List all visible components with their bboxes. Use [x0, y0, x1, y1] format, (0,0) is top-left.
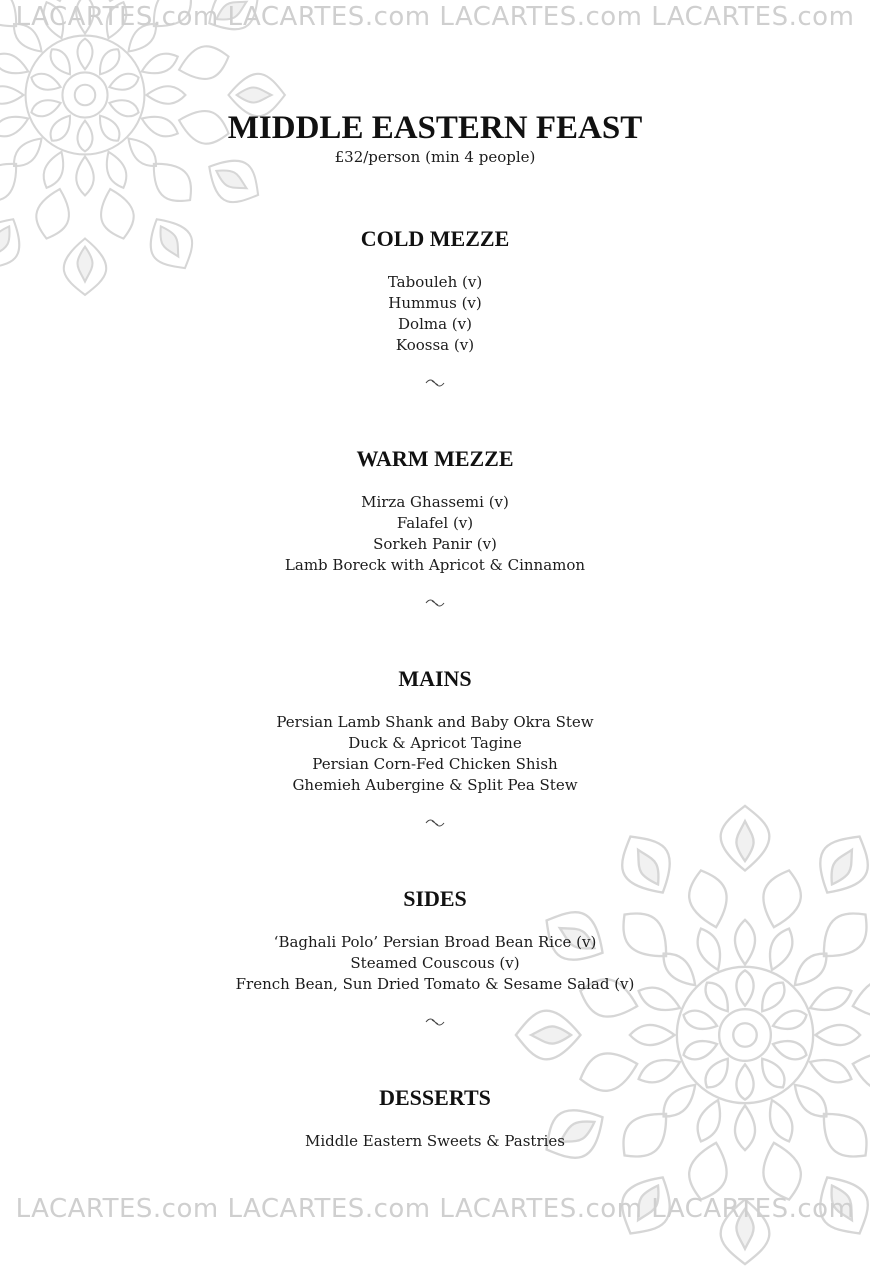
- section-mains: [0, 666, 870, 832]
- watermark-top: LACARTES.com LACARTES.com LACARTES.com LACARTES.com: [15, 2, 855, 32]
- section-title: SIDES: [403, 886, 467, 911]
- flourish-icon: [425, 1017, 445, 1027]
- menu-item: ‘Baghali Polo’ Persian Broad Bean Rice (v): [273, 933, 597, 951]
- item-list: [0, 492, 870, 576]
- section-title: WARM MEZZE: [356, 446, 514, 471]
- section-title: COLD MEZZE: [360, 226, 510, 251]
- menu-sections: [0, 226, 870, 1152]
- menu-item: Lamb Boreck with Apricot & Cinnamon: [284, 556, 586, 574]
- menu-item: Dolma (v): [398, 315, 472, 333]
- menu-item: Ghemieh Aubergine & Split Pea Stew: [292, 776, 578, 794]
- menu-item: Mirza Ghassemi (v): [361, 493, 509, 511]
- item-list: [0, 272, 870, 356]
- flourish-icon: [425, 378, 445, 388]
- flourish-icon: [425, 818, 445, 828]
- flourish-divider: [0, 818, 870, 832]
- menu-title: MIDDLE EASTERN FEAST: [227, 110, 643, 146]
- menu-item: Sorkeh Panir (v): [373, 535, 497, 553]
- menu-item: Tabouleh (v): [387, 273, 483, 291]
- menu-item: Steamed Couscous (v): [350, 954, 520, 972]
- menu-item: Falafel (v): [396, 514, 474, 532]
- section-desserts: [0, 1085, 870, 1152]
- menu-item: Koossa (v): [395, 336, 475, 354]
- flourish-divider: [0, 378, 870, 392]
- menu-page: [0, 108, 870, 1152]
- menu-price: £32/person (min 4 people): [334, 148, 536, 166]
- section-warm-mezze: [0, 446, 870, 612]
- section-cold-mezze: [0, 226, 870, 392]
- menu-item: Middle Eastern Sweets & Pastries: [304, 1132, 565, 1150]
- flourish-divider: [0, 1017, 870, 1031]
- item-list: [0, 1131, 870, 1152]
- section-sides: [0, 886, 870, 1031]
- menu-item: Persian Corn-Fed Chicken Shish: [312, 755, 558, 773]
- section-title: MAINS: [398, 666, 472, 691]
- item-list: [0, 712, 870, 796]
- menu-item: Persian Lamb Shank and Baby Okra Stew: [276, 713, 594, 731]
- flourish-icon: [425, 598, 445, 608]
- menu-item: Hummus (v): [388, 294, 482, 312]
- item-list: [0, 932, 870, 995]
- section-title: DESSERTS: [379, 1085, 491, 1110]
- flourish-divider: [0, 598, 870, 612]
- watermark-bottom: LACARTES.com LACARTES.com LACARTES.com LACARTES.com: [15, 1194, 855, 1224]
- menu-item: Duck & Apricot Tagine: [348, 734, 522, 752]
- menu-item: French Bean, Sun Dried Tomato & Sesame Salad (v): [235, 975, 635, 993]
